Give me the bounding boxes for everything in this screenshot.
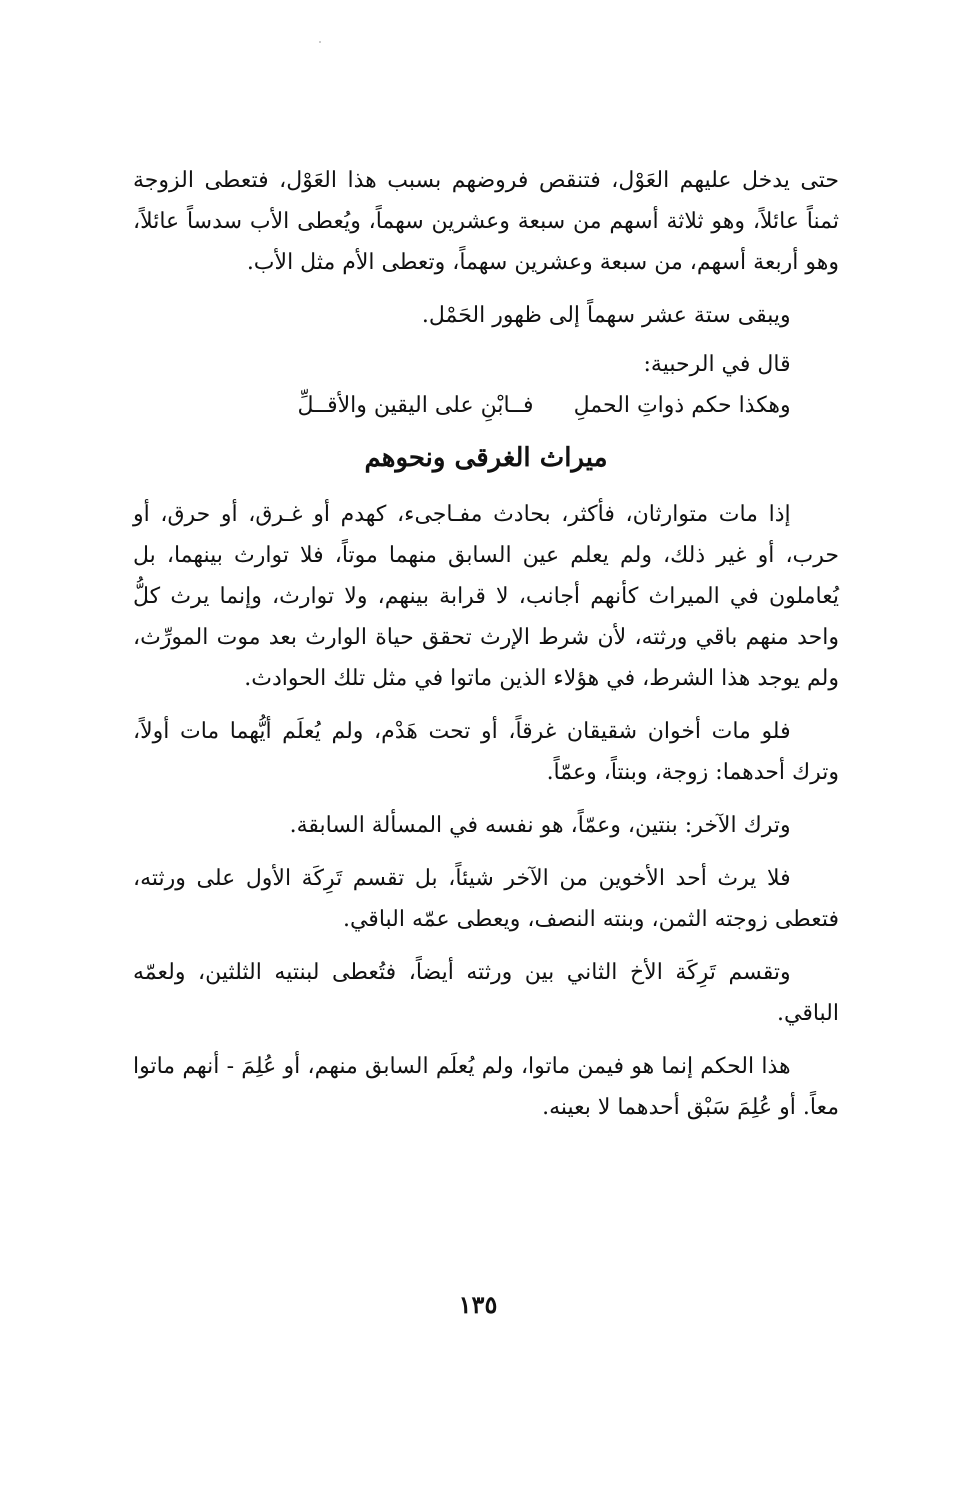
paragraph-rahbiyya-intro: قال في الرحبية:: [643, 352, 791, 377]
body-text: [133, 160, 839, 1140]
section-heading: ميراث الغرقى ونحوهم: [364, 443, 608, 473]
paragraph-first-estate: فلا يرث أحد الأخوين من الآخر شيئاً، بل تقسم تَرِكَة الأول على ورثته، فتعطى زوجته الثمن، وبنته النصف، ويعطى عمّه الباقي.: [133, 866, 839, 932]
paragraph-rule-scope: هذا الحكم إنما هو فيمن ماتوا، ولم يُعلَم السابق منهم، أو عُلِمَ - أنهم ماتوا معاً. أو عُلِمَ سَبْق أحدهما لا بعينه.: [133, 1054, 839, 1120]
paragraph-second-estate: وتقسم تَرِكَة الأخ الثاني بين ورثته أيضاً، فتُعطى لبنتيه الثلثين، ولعمّه الباقي.: [133, 960, 839, 1026]
paragraph-other-brother: وترك الآخر: بنتين، وعمّاً، هو نفسه في المسألة السابقة.: [289, 813, 791, 838]
paragraph-example-brothers: فلو مات أخوان شقيقان غرقاً، أو تحت هَدْم، ولم يُعلَم أيُّهما مات أولاً، وترك أحدهما: زوجة، وبنتاً، وعمّاً.: [133, 719, 839, 785]
poem-verse: [133, 385, 839, 426]
paragraph-remaining-shares: ويبقى ستة عشر سهماً إلى ظهور الحَمْل.: [421, 303, 791, 328]
paragraph-drowned-rule: إذا مات متوارثان، فأكثر، بحادث مفـاجىء، كهدم أو غـرق، أو حرق، أو حرب، أو غير ذلك، ولم يعلم عين السابق منهما موتاً، فلا توارث بينهما، بل يُعاملون في الميراث كأنهم أجانب، لا قرابة بينهم، ولا توارث، وإنما يرث كلُّ واحد منهم باقي ورثته، لأن شرط الإرث تحقق حياة الوارث بعد موت المورِّث، ولم يوجد هذا الشرط، في هؤلاء الذين ماتوا في مثل تلك الحوادث.: [133, 502, 839, 691]
paragraph-awl-continuation: حتى يدخل عليهم العَوْل، فتنقص فروضهم بسبب هذا العَوْل، فتعطى الزوجة ثمناً عائلاً، وهو ثلاثة أسهم من سبعة وعشرين سهماً، ويُعطى الأب سدساً عائلاً، وهو أربعة أسهم، من سبعة وعشرين سهماً، وتعطى الأم مثل الأب.: [133, 168, 839, 275]
scan-speck: [319, 41, 321, 43]
verse-second-hemistich: فــابْنِ على اليقين والأقــلِّ: [297, 393, 534, 418]
verse-first-hemistich: وهكذا حكم ذواتِ الحملِ: [573, 393, 791, 418]
page-number: ١٣٥: [458, 1290, 498, 1319]
